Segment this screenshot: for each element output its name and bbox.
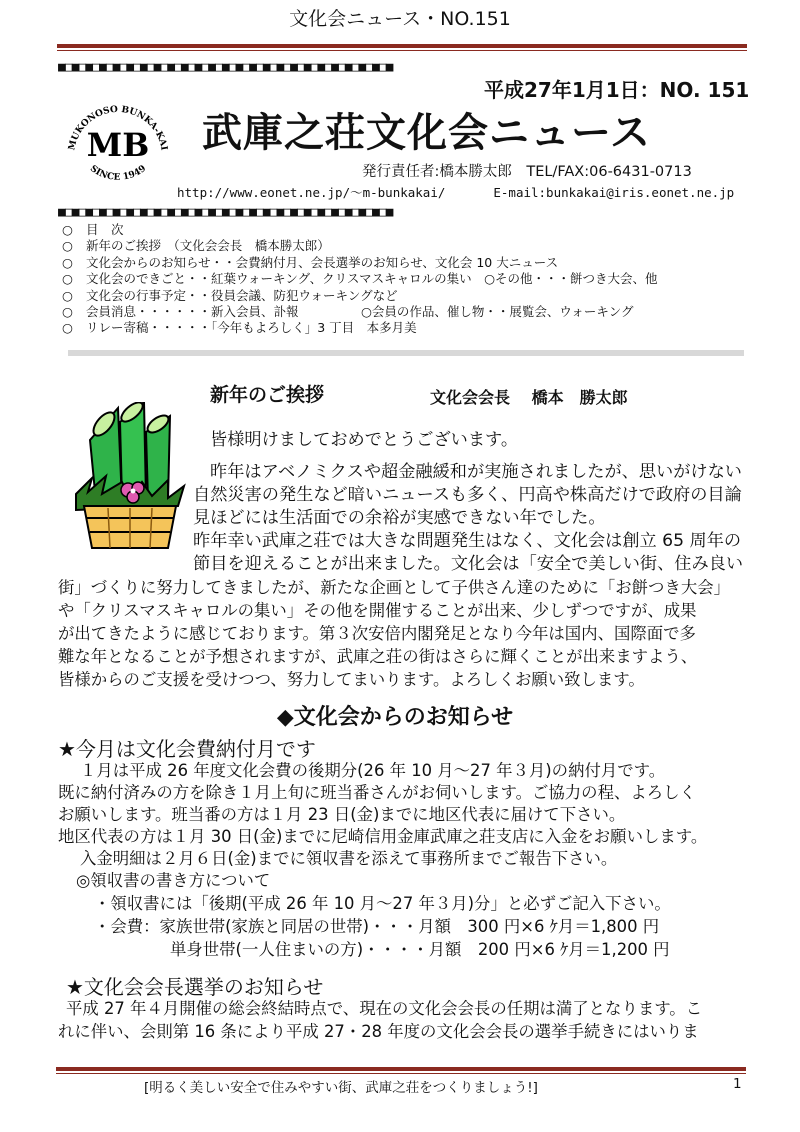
newsletter-title: 武庫之荘文化会ニュース	[202, 110, 651, 156]
square-border-row: ■□■□■□■□■□■□■□■□■□■□■□■□■□■□■□■□■□■□■□■□■□■□■□■□■	[58, 60, 393, 75]
square-border-row-2: ■□■□■□■□■□■□■□■□■□■□■□■□■□■□■□■□■□■□■□■□■□■□■□■□■	[58, 205, 393, 220]
running-title: 文化会ニュース・NO.151	[289, 8, 511, 30]
fee-line: 入金明細は２月６日(金)までに領収書を添えて事務所までご報告下さい。	[80, 849, 618, 868]
email-link[interactable]: E-mail:bunkakai@iris.eonet.ne.jp	[493, 185, 735, 200]
election-line: れに伴い、会則第 16 条により平成 27・28 年度の文化会会長の選挙手続きにはいりま	[58, 1022, 699, 1041]
fee-line: 単身世帯(一人住まいの方)・・・・月額 200 円×6 ｹ月＝1,200 円	[170, 940, 670, 959]
greeting-line: 昨年はアベノミクスや超金融緩和が実施されましたが、思いがけない	[210, 462, 742, 482]
toc-item: ○ リレー寄稿・・・・・「今年もよろしく」3 丁目 本多月美	[62, 320, 417, 336]
fee-line: ・会費：家族世帯(家族と同居の世帯)・・・月額 300 円×6 ｹ月＝1,800 円	[94, 917, 660, 936]
greeting-line: 節目を迎えることが出来ました。文化会は「安全で美しい街、住み良い	[193, 554, 744, 574]
toc-item: ○ 文化会の行事予定・・役員会議、防犯ウォーキングなど	[62, 287, 398, 303]
election-heading: ★文化会会長選挙のお知らせ	[66, 975, 324, 999]
greeting-line: 街」づくりに努力してきましたが、新たな企画として子供さん達のために「お餅つき大会」	[58, 578, 731, 597]
footer-slogan: [明るく美しい安全で住みやすい街、武庫之荘をつくりましょう!]	[144, 1080, 538, 1096]
fee-line: 既に納付済みの方を除き１月上旬に班当番さんがお伺いします。ご協力の程、よろしく	[58, 783, 696, 802]
toc-item: ○ 文化会のできごと・・紅葉ウォーキング、クリスマスキャロルの集い ○その他・・・餅つき大会、他	[62, 271, 658, 287]
kadomatsu-illustration	[72, 402, 188, 552]
logo-letters: MB	[86, 126, 150, 164]
fee-line: ◎領収書の書き方について	[76, 871, 271, 890]
election-line: 平成 27 年４月開催の総会終結時点で、現在の文化会会長の任期は満了となります。こ	[66, 999, 703, 1018]
greeting-author: 文化会会長 橋本 勝太郎	[430, 388, 628, 407]
toc-divider	[68, 350, 744, 356]
greeting-line: が出てきたように感じております。第３次安倍内閣発足となり今年は国内、国際面で多	[58, 624, 696, 643]
greeting-line: 見ほどには生活面での余裕が実感できない年でした。	[193, 508, 606, 528]
publisher-line: 発行責任者:橋本勝太郎 TEL/FAX:06-6431-0713	[362, 164, 692, 180]
greeting-line: 自然災害の発生など暗いニュースも多く、円高や株高だけで政府の目論	[193, 485, 742, 505]
greeting-line: 皆様からのご支援を受けつつ、努力してまいります。よろしくお願い致します。	[58, 670, 645, 689]
fee-heading: ★今月は文化会費納付月です	[58, 737, 316, 761]
greeting-line: や「クリスマスキャロルの集い」その他を開催することが出来、少しずつですが、成果	[58, 601, 697, 620]
bunkakai-logo	[64, 96, 172, 188]
table-of-contents	[62, 222, 658, 337]
website-link[interactable]: http://www.eonet.ne.jp/～m-bunkakai/	[177, 185, 446, 200]
fee-line: お願いします。班当番の方は１月 23 日(金)までに地区代表に届けて下さい。	[58, 805, 626, 824]
svg-text:SINCE 1949	[88, 164, 148, 183]
fee-line: ・領収書には「後期(平成 26 年 10 月～27 年３月)分」と必ずご記入下さい。	[94, 894, 671, 913]
logo-ring-text: MUKONOSO BUNKA-KAI	[67, 104, 169, 152]
fee-line: １月は平成 26 年度文化会費の後期分(26 年 10 月～27 年３月)の納付月です。	[80, 761, 666, 780]
footer-rule	[56, 1067, 746, 1074]
toc-item: ○ 文化会からのお知らせ・・会費納付月、会長選挙のお知らせ、文化会 10 大ニュース	[62, 254, 559, 270]
greeting-line: 昨年幸い武庫之荘では大きな問題発生はなく、文化会は創立 65 周年の	[193, 531, 742, 551]
issue-date: 平成27年1月1日：NO. 151	[484, 78, 750, 102]
page-number: 1	[733, 1076, 742, 1092]
toc-item: ○ 会員消息・・・・・・新入会員、訃報 ○会員の作品、催し物・・展覧会、ウォーキング	[62, 304, 634, 320]
toc-item: ○ 目 次	[62, 222, 124, 237]
greeting-line: 皆様明けましておめでとうございます。	[210, 430, 519, 450]
header-rule	[57, 44, 747, 51]
logo-since: SINCE 1949	[87, 163, 149, 183]
greeting-title: 新年のご挨拶	[210, 384, 325, 406]
fee-line: 地区代表の方は１月 30 日(金)までに尼崎信用金庫武庫之荘支店に入金をお願いします。	[58, 827, 708, 846]
contact-line	[177, 183, 734, 201]
greeting-line: 難な年となることが予想されますが、武庫之荘の街はさらに輝くことが出来ますよう、	[58, 647, 698, 666]
notice-section-heading: ◆文化会からのお知らせ	[276, 705, 514, 730]
toc-item: ○ 新年のご挨拶 （文化会会長 橋本勝太郎）	[62, 238, 330, 254]
